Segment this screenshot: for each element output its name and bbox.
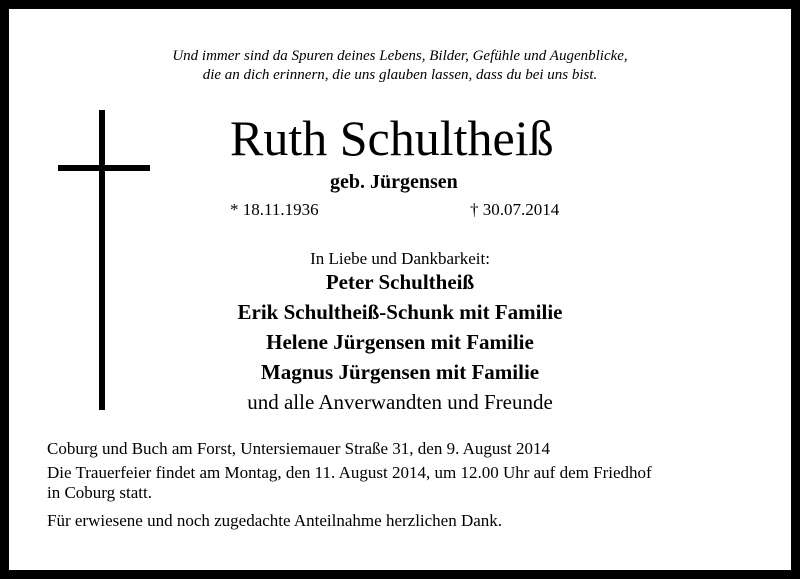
- memorial-quote-line-1: Und immer sind da Spuren deines Lebens, Bilder, Gefühle und Augenblicke,: [172, 48, 628, 64]
- death-date: † 30.07.2014: [470, 200, 560, 219]
- place-and-date: Coburg und Buch am Forst, Untersiemauer Straße 31, den 9. August 2014: [47, 439, 551, 458]
- birth-name: geb. Jürgensen: [330, 171, 458, 193]
- mourner-name: Peter Schultheiß: [325, 270, 475, 294]
- mourner-name: Erik Schultheiß-Schunk mit Familie: [237, 300, 563, 324]
- thanks-line: Für erwiesene und noch zugedachte Anteilnahme herzlichen Dank.: [47, 511, 503, 530]
- birth-date: * 18.11.1936: [230, 200, 319, 219]
- funeral-info-line-1: Die Trauerfeier findet am Montag, den 11. August 2014, um 12.00 Uhr auf dem Friedhof: [47, 463, 652, 482]
- relatives-line: und alle Anverwandten und Freunde: [247, 390, 553, 414]
- mourner-name: Magnus Jürgensen mit Familie: [260, 360, 540, 384]
- funeral-info-line-2: in Coburg statt.: [47, 483, 152, 502]
- memorial-quote-line-2: die an dich erinnern, die uns glauben lassen, dass du bei uns bist.: [202, 67, 598, 83]
- deceased-name: Ruth Schultheiß: [230, 110, 554, 166]
- mourners-intro: In Liebe und Dankbarkeit:: [310, 249, 490, 268]
- mourner-name: Helene Jürgensen mit Familie: [266, 330, 534, 354]
- cross-horizontal-bar: [58, 165, 150, 171]
